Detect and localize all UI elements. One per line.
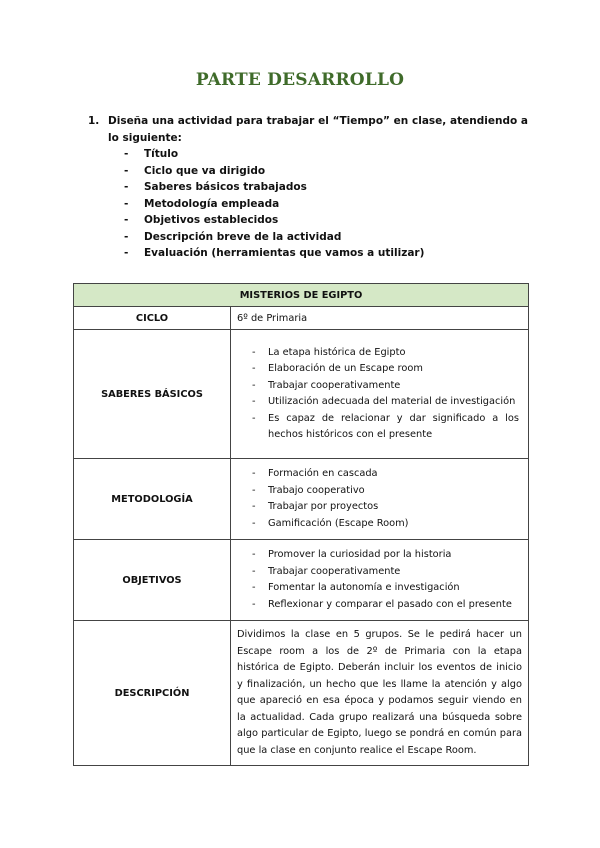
question-list <box>88 146 528 262</box>
list-item: - Trabajo cooperativo <box>252 483 519 500</box>
table-header: MISTERIOS DE EGIPTO <box>74 284 529 307</box>
list-item: - Evaluación (herramientas que vamos a utilizar) <box>124 245 528 262</box>
descripcion-label: DESCRIPCIÓN <box>74 621 231 766</box>
table-row-objetivos <box>74 540 529 621</box>
table-row-descripcion <box>74 621 529 766</box>
list-item: - Promover la curiosidad por la historia <box>252 547 519 564</box>
question-number: 1. <box>88 115 100 127</box>
saberes-cell <box>231 330 529 459</box>
table-header-row <box>74 284 529 307</box>
list-item: - Saberes básicos trabajados <box>124 179 528 196</box>
list-item: - Es capaz de relacionar y dar significado a los hechos históricos con el presente <box>252 411 519 444</box>
activity-table <box>73 283 529 766</box>
list-item: - Descripción breve de la actividad <box>124 229 528 246</box>
objetivos-cell <box>231 540 529 621</box>
objetivos-label: OBJETIVOS <box>74 540 231 621</box>
question-text: Diseña una actividad para trabajar el “Tiempo” en clase, atendiendo a lo siguiente: <box>108 115 528 144</box>
ciclo-label: CICLO <box>74 307 231 330</box>
list-item: - Metodología empleada <box>124 196 528 213</box>
saberes-label: SABERES BÁSICOS <box>74 330 231 459</box>
list-item: - Fomentar la autonomía e investigación <box>252 580 519 597</box>
table-row-metodologia <box>74 459 529 540</box>
list-item: - Formación en cascada <box>252 466 519 483</box>
metodologia-cell <box>231 459 529 540</box>
descripcion-text: Dividimos la clase en 5 grupos. Se le pedirá hacer un Escape room a los de 2º de Primaria con la etapa histórica de Egipto. Deberán incluir los eventos de inicio y finalización, un hecho que les llame la atención y algo que apareció en esa época y podamos seguir viendo en la actualidad. Cada grupo realizará una búsqueda sobre algo particular de Egipto, luego se pondrá en común para que la clase en conjunto realice el Escape Room. <box>231 621 529 766</box>
table-row-ciclo <box>74 307 529 330</box>
list-item: - La etapa histórica de Egipto <box>252 345 519 362</box>
list-item: - Trabajar cooperativamente <box>252 564 519 581</box>
list-item: - Título <box>124 146 528 163</box>
list-item: - Elaboración de un Escape room <box>252 361 519 378</box>
ciclo-value: 6º de Primaria <box>231 307 529 330</box>
list-item: - Trabajar cooperativamente <box>252 378 519 395</box>
table-row-saberes <box>74 330 529 459</box>
list-item: - Utilización adecuada del material de investigación <box>252 394 519 411</box>
list-item: - Reflexionar y comparar el pasado con el presente <box>252 597 519 614</box>
list-item: - Ciclo que va dirigido <box>124 163 528 180</box>
metodologia-label: METODOLOGÍA <box>74 459 231 540</box>
list-item: - Gamificación (Escape Room) <box>252 516 519 533</box>
question-block <box>88 113 528 262</box>
page-title: PARTE DESARROLLO <box>195 70 405 90</box>
list-item: - Trabajar por proyectos <box>252 499 519 516</box>
list-item: - Objetivos establecidos <box>124 212 528 229</box>
